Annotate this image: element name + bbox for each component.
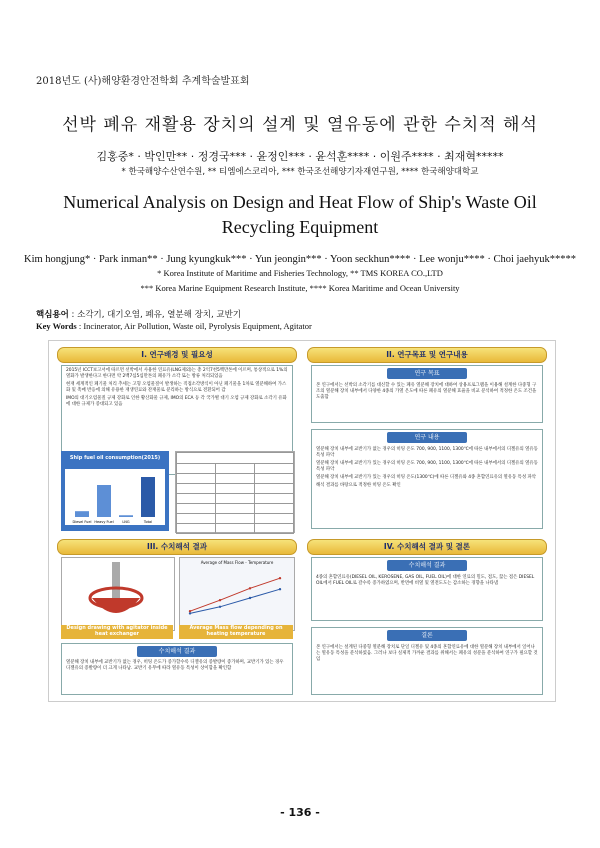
table-cell bbox=[177, 474, 216, 484]
table-cell bbox=[177, 484, 216, 494]
content-text-3: 열분해 장치 내부에 교반기가 있는 경우의 히팅 온도(1300℃)에 따른 디젤유와 4종 혼합연료유의 열유동 특성 파악 bbox=[316, 475, 537, 480]
keywords-korean bbox=[36, 308, 241, 320]
table-cell bbox=[255, 514, 294, 524]
section-2-header: II. 연구목표 및 연구내용 bbox=[307, 347, 547, 363]
title-korean: 선박 폐유 재활용 장치의 설계 및 열유동에 관한 수치적 해석 bbox=[62, 115, 538, 135]
section-1-header: I. 연구배경 및 필요성 bbox=[57, 347, 297, 363]
table-cell bbox=[216, 484, 255, 494]
conference-header: 2018년도 (사)해양환경안전학회 추계학술발표회 bbox=[36, 76, 250, 87]
conclusion-text: 본 연구에서는 설계된 다중형 열분해 장치로 단일 디젤유 및 4종의 혼합연료유에 대한 열분해 장치 내부에서 일어나는 열유동 특성을 분석하였음. 그러나 보다 실제적 가까운 결과를 위해서는 폐유의 성분을 분석하여 연구가 필요할 것임 bbox=[316, 645, 538, 662]
flow-point bbox=[189, 612, 191, 614]
conclusion-subheader: 결론 bbox=[387, 630, 467, 641]
bar-category-label: LNG bbox=[122, 520, 130, 524]
page-number: - 136 - bbox=[280, 806, 320, 819]
keywords-english bbox=[36, 321, 312, 331]
bar bbox=[119, 515, 133, 517]
flow-point bbox=[279, 577, 281, 579]
content-text-1: 열분해 장치 내부에 교반기가 없는 경우의 히팅 온도 700, 900, 1100, 1300℃에 따른 내부에서의 디젤유의 열유동 특성 파악 bbox=[316, 447, 538, 458]
content-subheader: 연구 내용 bbox=[387, 432, 467, 443]
table-cell bbox=[216, 514, 255, 524]
result3-box bbox=[61, 643, 293, 695]
bar bbox=[97, 485, 111, 517]
mass-flow-chart bbox=[179, 557, 295, 631]
panel-background bbox=[57, 347, 297, 532]
goal-text: 본 연구에서는 선박의 소각기를 대신할 수 있는 폐유 열분해 장치에 대하여 상용프로그램을 이용해 설계한 다중형 구조의 열분해 장치 내부에서 다양한 4종의 가열 온도에 따른 폐유의 열분해 효율을 비교 분석하여 적정한 온도 조건을 도출함 bbox=[316, 383, 537, 400]
table-cell bbox=[177, 524, 216, 534]
table-cell bbox=[216, 474, 255, 484]
bar bbox=[75, 511, 89, 517]
keywords-english-label: Key Words bbox=[36, 321, 77, 331]
table-cell bbox=[255, 464, 294, 474]
keywords-korean-text: : 소각기, 대기오염, 폐유, 열분해 장치, 교반기 bbox=[68, 310, 242, 320]
panel-conclusion bbox=[307, 539, 547, 697]
background-text-3: IMO의 대기오염물질 규제 강화로 인한 황산화물 규제, IMO의 ECA 등 각 국가별 대기 오염 규제 강화로 소각기 유화에 대한 규제가 증대되고 있음 bbox=[66, 396, 287, 407]
flow-series-line bbox=[190, 589, 280, 613]
comparison-table bbox=[175, 451, 295, 533]
flow-point bbox=[249, 587, 251, 589]
table-cell bbox=[177, 464, 216, 474]
result4-box bbox=[311, 557, 543, 621]
background-text-1: 2015년 ICCT보고서에 따르면 선박에서 사용한 연료유(LNG제외)는 총 2억7천5백만톤에 이르며, 통상적으로 1%의 열화가 발생한다고 한다면 약 2백7십5십만톤의 폐유가 소각 또는 방류 처리되었음 bbox=[66, 368, 288, 379]
table-cell bbox=[255, 524, 294, 534]
table-cell bbox=[216, 464, 255, 474]
table-cell bbox=[255, 484, 294, 494]
conclusion-box bbox=[311, 627, 543, 695]
fuel-chart-title: Ship fuel oil consumption(2015) bbox=[69, 455, 161, 461]
mass-flow-plot bbox=[182, 568, 292, 628]
flow-point bbox=[279, 588, 281, 590]
result4-subheader: 수치해석 결과 bbox=[387, 560, 467, 571]
fuel-chart-plot bbox=[65, 469, 165, 525]
table-cell bbox=[216, 524, 255, 534]
flow-series-line bbox=[190, 578, 280, 611]
background-text-2: 현재 세계적인 폐기물 처리 추세는 고형 오염물질이 발생하는 직접소각방식이 아닌 폐기물을 1차로 열분해하여 가스화 및 촉매 반응에 의해 유용한 재생연료와 잔재물로 분리하는 방식으로 전환되어 감 bbox=[66, 382, 287, 393]
bar-category-label: Heavy Fuel bbox=[94, 520, 114, 524]
content-text-2: 열분해 장치 내부에 교반기가 있는 경우의 히팅 온도 700, 900, 1100, 1300℃에 따른 내부에서의 디젤유의 열유동 특성 파악 bbox=[316, 461, 538, 472]
affiliations-korean: * 한국해양수산연수원, ** 티엠에스코리아, *** 한국조선해양기자재연구원, **** 한국해양대학교 bbox=[121, 167, 479, 177]
bar-category-label: Total bbox=[143, 520, 153, 524]
mass-flow-chart-title: Average of Mass Flow - Temperature bbox=[200, 560, 274, 565]
table-cell bbox=[255, 474, 294, 484]
bar bbox=[141, 477, 155, 517]
affiliations-english-1: * Korea Institute of Maritime and Fisheries Technology, ** TMS KOREA CO.,LTD bbox=[157, 268, 443, 278]
panel-analysis bbox=[57, 539, 297, 697]
flow-point bbox=[219, 599, 221, 601]
content-box bbox=[311, 429, 543, 529]
section-4-header: IV. 수치해석 결과 및 결론 bbox=[307, 539, 547, 555]
result4-text: 4종의 혼합연료유(DIESEL OIL, KEROSENE, GAS OIL, FUEL OIL)에 대한 연료의 밀도, 점도, 끓는 점은 DIESEL OIL에서 FUEL OIL로 갈수록 증가하였으며, 반면에 비열 및 열전도도는 감소하는 경향을 나타냄 bbox=[316, 575, 535, 586]
bar-category-label: Diesel Fuel bbox=[72, 520, 92, 524]
result3-text: 열분해 장치 내부에 교반기가 없는 경우, 히팅 온도가 증가할수록 디젤유의 증발량이 증가하며, 교반기가 있는 경우 디젤유의 증발량이 더 크게 나타남. 교반기 유무에 따라 열유동 특성이 상이함을 확인함 bbox=[66, 660, 284, 671]
caption-design: Design drawing with agitator inside heat exchanger bbox=[61, 625, 173, 639]
authors-korean: 김홍중* · 박인만** · 정경국*** · 윤정인*** · 윤석훈**** · 이원주**** · 최재혁***** bbox=[96, 150, 504, 163]
table-cell bbox=[216, 494, 255, 504]
table-cell bbox=[177, 453, 294, 464]
goal-box bbox=[311, 365, 543, 423]
section-3-header: III. 수치해석 결과 bbox=[57, 539, 297, 555]
comparison-table-grid bbox=[176, 452, 294, 534]
design-drawing bbox=[61, 557, 175, 631]
affiliations-english-2: *** Korea Marine Equipment Research Institute, **** Korea Maritime and Ocean University bbox=[140, 283, 460, 293]
table-cell bbox=[177, 504, 216, 514]
keywords-english-text: : Incinerator, Air Pollution, Waste oil, Pyrolysis Equipment, Agitator bbox=[76, 321, 312, 331]
title-english: Numerical Analysis on Design and Heat Flow of Ship's Waste Oil Recycling Equipment bbox=[63, 192, 537, 237]
table-cell bbox=[177, 514, 216, 524]
goal-subheader: 연구 목표 bbox=[387, 368, 467, 379]
fuel-chart bbox=[61, 451, 169, 531]
panel-objectives bbox=[307, 347, 547, 532]
flow-point bbox=[249, 597, 251, 599]
table-cell bbox=[255, 504, 294, 514]
agitator-shape bbox=[92, 598, 140, 613]
flow-point bbox=[189, 610, 191, 612]
heat-exchanger-drawing bbox=[62, 558, 174, 618]
table-cell bbox=[255, 494, 294, 504]
keywords-korean-label: 핵심용어 bbox=[36, 310, 69, 320]
authors-english: Kim hongjung* · Park inman** · Jung kyungkuk*** · Yun jeongin*** · Yoon seckhun**** · Lee wonju**** · Choi jaehyuk***** bbox=[24, 254, 576, 265]
poster-figure bbox=[48, 340, 556, 702]
result3-subheader: 수치해석 결과 bbox=[137, 646, 217, 657]
flow-point bbox=[219, 606, 221, 608]
table-cell bbox=[216, 504, 255, 514]
table-cell bbox=[177, 494, 216, 504]
caption-mass-flow: Average Mass flow depending on heating temperature bbox=[179, 625, 293, 639]
content-text-4: 해석 결과를 바탕으로 적정한 히팅 온도 확인 bbox=[316, 483, 401, 488]
